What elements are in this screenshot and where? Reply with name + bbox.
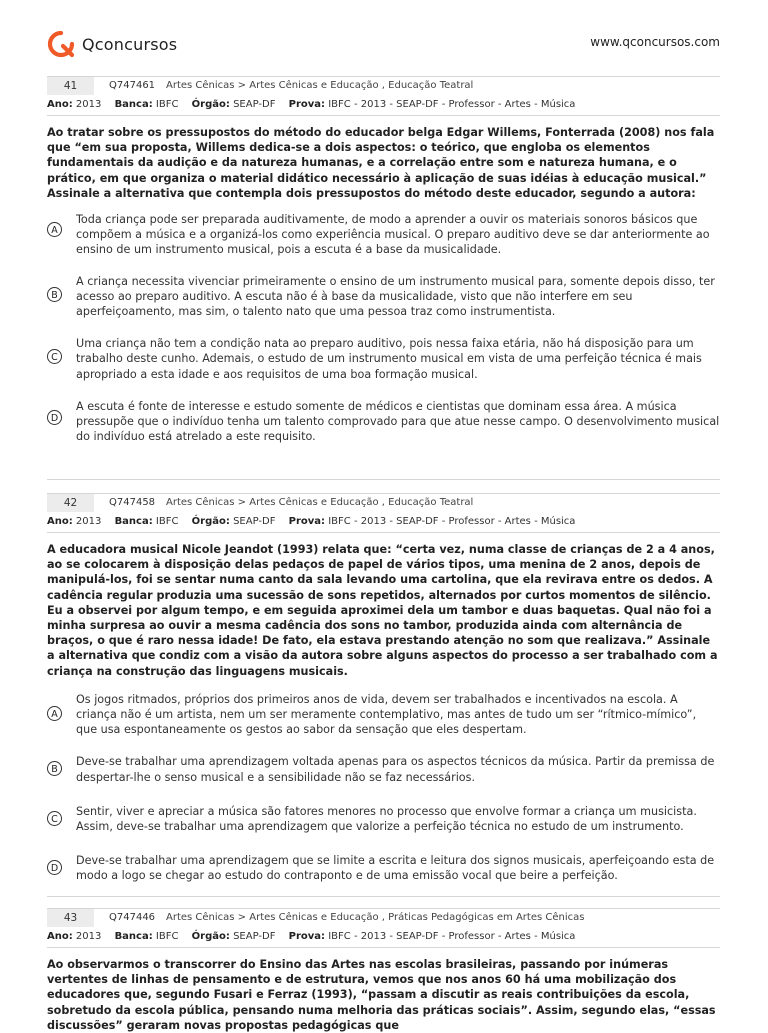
question-header [47, 493, 720, 513]
orgao-value: SEAP-DF [233, 931, 276, 942]
option-c[interactable] [47, 336, 720, 382]
ano-label: Ano: [47, 99, 73, 110]
section-divider [47, 479, 720, 480]
question-43 [47, 908, 720, 1033]
question-stem: Ao observarmos o transcorrer do Ensino das Artes nas escolas brasileiras, passando por inúmeras vertentes de linhas de pensamento e de estrutura, vemos que nos anos 60 há uma mobilização dos educadores que, segundo Fusari e Ferraz (1993), “passam a discutir as reais contribuições da escola, sobretudo da escola pública, pensando numa melhoria das práticas sociais”. Assim, segundo elas, “essas discussões” geraram novas propostas pedagógicas que [47, 958, 716, 1032]
orgao-label: Órgão: [191, 516, 230, 527]
option-text: Deve-se trabalhar uma aprendizagem voltada apenas para os aspectos técnicos da música. Partir da premissa de despertar-lhe o senso musical e a sensibilidade não se faz necessários. [76, 755, 715, 784]
option-letter[interactable]: A [47, 706, 62, 721]
question-meta [47, 96, 720, 116]
option-b[interactable] [47, 274, 720, 320]
brand-logo[interactable] [47, 30, 177, 58]
option-a[interactable] [47, 692, 720, 738]
question-meta [47, 513, 720, 533]
option-text: A escuta é fonte de interesse e estudo somente de médicos e cientistas que dominam essa área. A música pressupõe que o indivíduo tenha um talento comprovado para que atue nesse campo. O desenvolvimento musical do indivíduo está atrelado a este requisito. [76, 399, 720, 444]
orgao-label: Órgão: [191, 99, 230, 110]
prova-label: Prova: [288, 516, 326, 527]
banca-label: Banca: [114, 516, 153, 527]
question-header [47, 76, 720, 96]
banca-value: IBFC [155, 99, 179, 110]
prova-value: IBFC - 2013 - SEAP-DF - Professor - Artes - Música [328, 931, 576, 942]
question-stem: A educadora musical Nicole Jeandot (1993) relata que: “certa vez, numa classe de crianças de 2 a 4 anos, ao se colocarem à disposição delas pedaços de papel de vários tipos, uma menina de 2 anos, depois de manipulá-los, foi se sentar numa canto da sala levando uma cartolina, que ela revirava entre os dedos. A cadência regular produzia uma sucessão de sons repetidos, alternados por curtos momentos de silêncio. Eu a observei por algum tempo, e em seguida aproximei dela um tambor e duas baquetas. Qual não foi a minha surpresa ao ouvir a mesma cadência dos sons no tambor, produzida ainda com alternância de braços, o que é raro nessa idade! De fato, ela estava prestando atenção no som que realizava.” Assinale a alternativa que condiz com a visão da autora sobre alguns aspectos do processo a ser trabalhado com a criança na construção das linguagens musicais. [47, 543, 718, 678]
option-text: Os jogos ritmados, próprios dos primeiros anos de vida, devem ser trabalhados e incentivados na escola. A criança não é um artista, nem um ser meramente contemplativo, mas antes de tudo um ser “rítmico-mímico”, que usa espontaneamente os gestos ao sabor da sensação que eles despertam. [76, 692, 697, 737]
option-text: Uma criança não tem a condição nata ao preparo auditivo, pois nessa faixa etária, não há disposição para um trabalho deste cunho. Ademais, o estudo de um instrumento musical em vista de uma perfeição técnica é mais apropriado a esta idade e aos requisitos de uma boa formação musical. [76, 337, 702, 381]
option-letter[interactable]: D [47, 860, 62, 875]
option-d[interactable] [47, 853, 720, 883]
option-text: A criança necessita vivenciar primeiramente o ensino de um instrumento musical para, somente depois disso, ter acesso ao preparo auditivo. A escuta não é à base da musicalidade, visto que não interfere em seu aperfeiçoamento, mas sim, o talento nato que uma pessoa traz como instrumentista. [76, 274, 715, 319]
question-number: 43 [47, 909, 94, 927]
question-stem: Ao tratar sobre os pressupostos do método do educador belga Edgar Willems, Fonterrada (2008) nos fala que “em sua proposta, Willems dedica-se a dois aspectos: o teórico, que engloba os elementos fundamentais da audição e da natureza humanas, e a correlação entre som e natureza humana, e o prático, em que organiza o material didático necessário à aplicação de suas idéias à educação musical.” Assinale a alternativa que contempla dois pressupostos do método deste educador, segundo a autora: [47, 126, 715, 200]
banca-value: IBFC [155, 516, 179, 527]
option-text: Deve-se trabalhar uma aprendizagem que se limite a escrita e leitura dos signos musicais, aperfeiçoando esta de modo a logo se chegar ao estudo do contraponto e de uma emissão vocal que beire a perfeição. [76, 854, 715, 883]
ano-label: Ano: [47, 516, 73, 527]
banca-label: Banca: [114, 99, 153, 110]
question-number: 41 [47, 77, 94, 95]
option-a[interactable] [47, 212, 720, 258]
prova-label: Prova: [288, 931, 326, 942]
option-text: Sentir, viver e apreciar a música são fatores menores no processo que envolve formar a criança um musicista. Assim, deve-se trabalhar uma aprendizagem que valorize a perfeição técnica no estudo de um instrumento. [76, 804, 697, 834]
question-meta [47, 928, 720, 948]
question-subject: Artes Cênicas > Artes Cênicas e Educação , Educação Teatral [166, 80, 474, 91]
option-letter[interactable]: B [47, 761, 62, 776]
option-text: Toda criança pode ser preparada auditivamente, de modo a aprender a ouvir os materiais sonoros básicos que compõem a música e a organizá-los como experiência musical. O preparo auditivo deve se dar anteriormente ao ensino de um instrumento musical, pois a escuta é a base da musicalidade. [76, 213, 710, 257]
ano-label: Ano: [47, 931, 73, 942]
question-subject: Artes Cênicas > Artes Cênicas e Educação , Educação Teatral [166, 497, 474, 508]
option-letter[interactable]: C [47, 349, 62, 364]
question-id[interactable]: Q747458 [109, 497, 156, 508]
ano-value: 2013 [75, 931, 102, 942]
question-41 [47, 76, 720, 444]
ano-value: 2013 [75, 99, 102, 110]
option-letter[interactable]: C [47, 811, 62, 826]
option-letter[interactable]: A [47, 222, 62, 237]
question-id[interactable]: Q747446 [109, 912, 156, 923]
qconcursos-logo-icon [47, 30, 75, 58]
banca-value: IBFC [155, 931, 179, 942]
orgao-value: SEAP-DF [233, 516, 276, 527]
orgao-label: Órgão: [191, 931, 230, 942]
option-b[interactable] [47, 754, 720, 784]
question-number: 42 [47, 494, 94, 512]
question-header [47, 908, 720, 928]
site-url[interactable]: www.qconcursos.com [590, 35, 720, 49]
banca-label: Banca: [114, 931, 153, 942]
option-c[interactable] [47, 804, 720, 834]
prova-value: IBFC - 2013 - SEAP-DF - Professor - Artes - Música [328, 516, 576, 527]
option-d[interactable] [47, 399, 720, 445]
brand-name: Qconcursos [82, 34, 178, 54]
option-letter[interactable]: D [47, 410, 62, 425]
section-divider [47, 896, 720, 897]
prova-label: Prova: [288, 99, 326, 110]
question-subject: Artes Cênicas > Artes Cênicas e Educação , Práticas Pedagógicas em Artes Cênicas [166, 912, 585, 923]
question-id[interactable]: Q747461 [109, 80, 156, 91]
ano-value: 2013 [75, 516, 102, 527]
question-42 [47, 493, 720, 884]
option-letter[interactable]: B [47, 287, 62, 302]
prova-value: IBFC - 2013 - SEAP-DF - Professor - Artes - Música [328, 99, 576, 110]
orgao-value: SEAP-DF [233, 99, 276, 110]
